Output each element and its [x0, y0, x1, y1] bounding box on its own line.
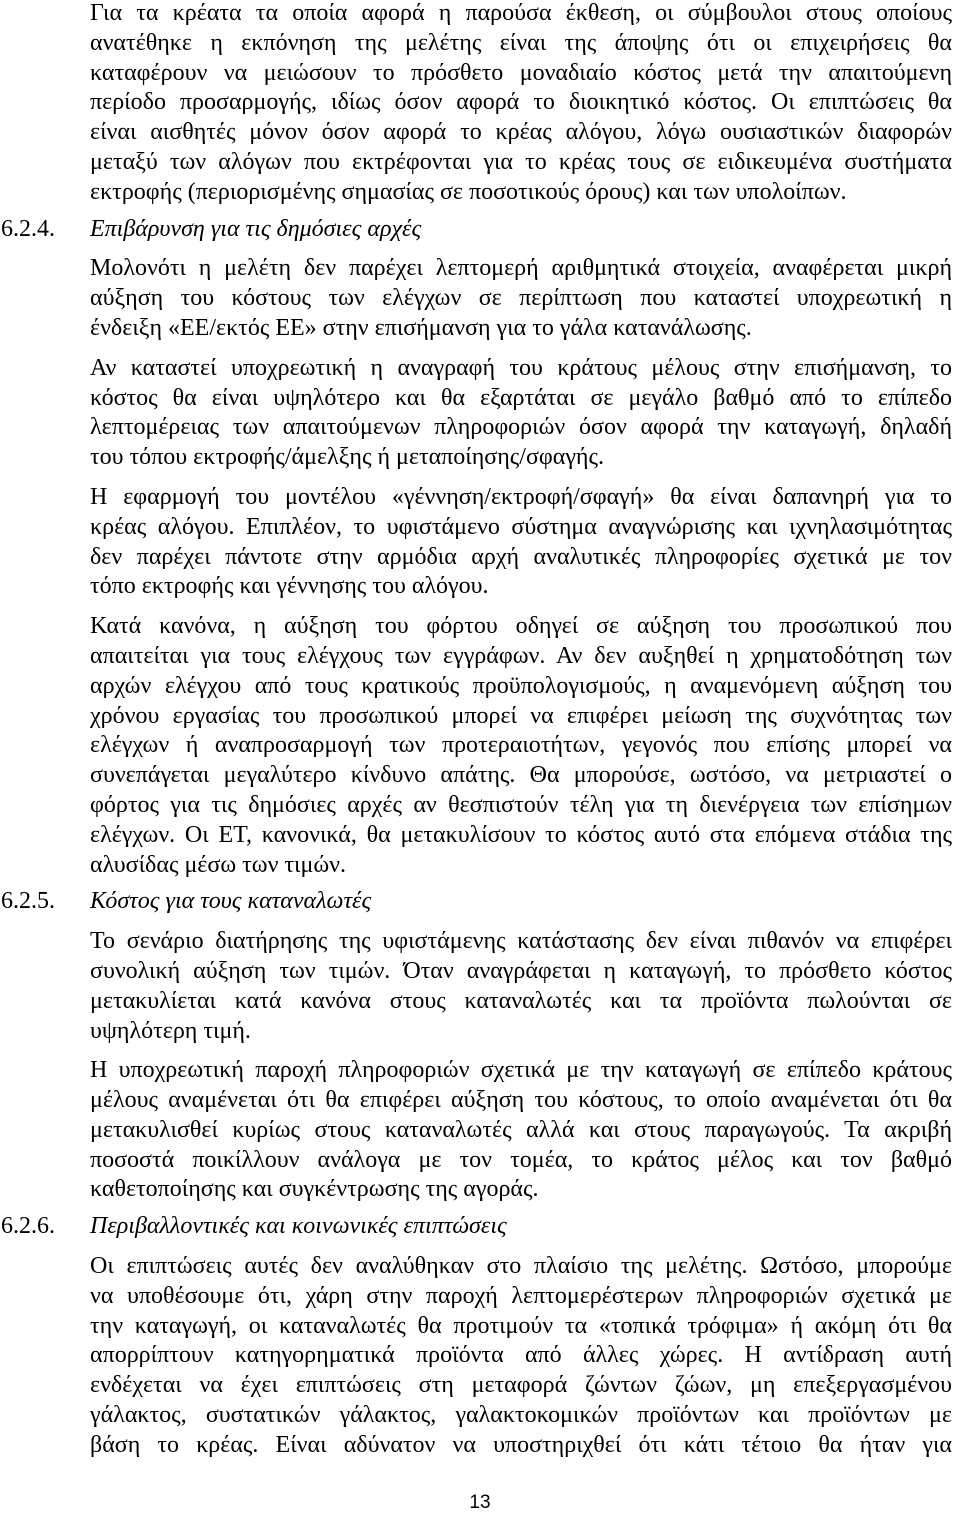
text-line: μετακυλισθεί κυρίως στους καταναλωτές αλλά και στους παραγωγούς. Τα ακριβή — [90, 1116, 952, 1143]
text-line: δεν παρέχει πάντοτε στην αρμόδια αρχή αναλυτικές πληροφορίες σχετικά με τον — [90, 543, 952, 570]
paragraph — [90, 354, 952, 473]
text-line: χρόνου εργασίας του προσωπικού μπορεί να επιφέρει μείωση της συχνότητας των — [90, 702, 952, 729]
text-line: ελέγχων. Οι ΕΤ, κανονικά, θα μετακυλίσουν το κόστος αυτό στα επόμενα στάδια της — [90, 821, 952, 848]
text-line: αρχών ελέγχου από τους κρατικούς προϋπολογισμούς, η αναμενόμενη αύξηση του — [90, 672, 952, 699]
section-number: 6.2.4. — [1, 215, 55, 242]
section-title: Επιβάρυνση για τις δημόσιες αρχές — [90, 215, 422, 242]
text-line: τόπο εκτροφής και γέννησης του αλόγου. — [90, 573, 489, 600]
section-title: Κόστος για τους καταναλωτές — [90, 888, 372, 915]
text-line: λεπτομέρειας των απαιτούμενων πληροφοριών όσον αφορά την καταγωγή, δηλαδή — [90, 414, 952, 441]
paragraph — [90, 612, 952, 880]
text-line: συνεπάγεται μεγαλύτερο κίνδυνο απάτης. Θα μπορούσε, ωστόσο, να μετριαστεί ο — [90, 762, 952, 789]
text-line: Οι επιπτώσεις αυτές δεν αναλύθηκαν στο πλαίσιο της μελέτης. Ωστόσο, μπορούμε — [90, 1253, 952, 1280]
paragraph — [90, 1056, 952, 1205]
text-line: την καταγωγή, οι καταναλωτές θα προτιμούν τα «τοπικά τρόφιμα» ή ακόμη ότι θα — [90, 1312, 952, 1339]
text-line: μετακυλίεται κατά κανόνα στους καταναλωτές και τα προϊόντα πωλούνται σε — [90, 987, 952, 1014]
paragraph — [90, 927, 952, 1046]
paragraph — [90, 483, 952, 602]
text-line: Μολονότι η μελέτη δεν παρέχει λεπτομερή αριθμητικά στοιχεία, αναφέρεται μικρή — [90, 255, 952, 282]
paragraph — [90, 0, 952, 208]
text-line: κόστος θα είναι υψηλότερο και θα εξαρτάται σε μεγάλο βαθμό από το επίπεδο — [90, 384, 952, 411]
text-line: Κατά κανόνα, η αύξηση του φόρτου οδηγεί σε αύξηση του προσωπικού που — [90, 613, 952, 640]
section-number: 6.2.5. — [1, 888, 55, 915]
page-number: 13 — [469, 1492, 491, 1513]
text-line: κρέας αλόγου. Επιπλέον, το υφιστάμενο σύστημα αναγνώρισης και ιχνηλασιμότητας — [90, 513, 952, 540]
text-line: εκτροφής (περιορισμένης σημασίας σε ποσοτικούς όρους) και των υπολοίπων. — [90, 178, 847, 205]
text-line: ένδειξη «ΕΕ/εκτός ΕΕ» στην επισήμανση για το γάλα κατανάλωσης. — [90, 314, 752, 341]
section-heading — [0, 215, 952, 245]
text-line: Η εφαρμογή του μοντέλου «γέννηση/εκτροφή/σφαγή» θα είναι δαπανηρή για το — [90, 483, 952, 510]
text-line: βάση το κρέας. Είναι αδύνατον να υποστηριχθεί ότι κάτι τέτοιο θα ήταν για — [90, 1431, 952, 1458]
text-line: ποσοστά ποικίλλουν ανάλογα με τον τομέα, το κράτος μέλος και τον βαθμό — [90, 1146, 952, 1173]
text-line: Το σενάριο διατήρησης της υφιστάμενης κατάστασης δεν είναι πιθανόν να επιφέρει — [90, 928, 952, 955]
text-line: αλυσίδας μέσω των τιμών. — [90, 851, 347, 878]
paragraph — [90, 1252, 952, 1461]
text-line: απορρίπτουν κατηγορηματικά προϊόντα από άλλες χώρες. Η αντίδραση αυτή — [90, 1342, 952, 1369]
text-line: μεταξύ των αλόγων που εκτρέφονται για το κρέας τους σε ειδικευμένα συστήματα — [90, 148, 952, 175]
text-line: περίοδο προσαρμογής, ιδίως όσον αφορά το διοικητικό κόστος. Οι επιπτώσεις θα — [90, 89, 952, 116]
text-line: ανατέθηκε η εκπόνηση της μελέτης είναι της άποψης ότι οι επιχειρήσεις θα — [90, 29, 952, 56]
text-line: Η υποχρεωτική παροχή πληροφοριών σχετικά με την καταγωγή σε επίπεδο κράτους — [90, 1057, 952, 1084]
text-line: ελέγχων ή αναπροσαρμογή των προτεραιοτήτων, γεγονός που επίσης μπορεί να — [90, 732, 952, 759]
text-line: του τόπου εκτροφής/άμελξης ή μεταποίησης/σφαγής. — [90, 444, 604, 471]
text-line: γάλακτος, συστατικών γάλακτος, γαλακτοκομικών προϊόντων και προϊόντων με — [90, 1402, 952, 1429]
text-line: να υποθέσουμε ότι, χάρη στην παροχή λεπτομερέστερων πληροφοριών σχετικά με — [90, 1282, 952, 1309]
text-line: απαιτείται για τους ελέγχους των εγγράφων. Αν δεν αυξηθεί η χρηματοδότηση των — [90, 642, 952, 669]
text-line: Για τα κρέατα τα οποία αφορά η παρούσα έκθεση, οι σύμβουλοι στους οποίους — [90, 0, 952, 26]
text-line: ενδέχεται να έχει επιπτώσεις στη μεταφορά ζώντων ζώων, μη επεξεργασμένου — [90, 1372, 952, 1399]
section-number: 6.2.6. — [1, 1213, 55, 1240]
text-line: είναι αισθητές μόνον όσον αφορά το κρέας αλόγου, λόγω ουσιαστικών διαφορών — [90, 119, 952, 146]
text-line: υψηλότερη τιμή. — [90, 1017, 251, 1044]
text-line: φόρτος για τις δημόσιες αρχές αν θεσπιστούν τέλη για τη διενέργεια των επίσημων — [90, 791, 952, 818]
text-line: καθετοποίησης και συγκέντρωσης της αγοράς. — [90, 1176, 539, 1203]
text-line: Αν καταστεί υποχρεωτική η αναγραφή του κράτους μέλους στην επισήμανση, το — [90, 354, 952, 381]
section-title: Περιβαλλοντικές και κοινωνικές επιπτώσεις — [90, 1213, 507, 1240]
section-heading — [0, 887, 952, 917]
section-heading — [0, 1212, 952, 1242]
text-line: μέλους αναμένεται ότι θα επιφέρει αύξηση του κόστους, το οποίο αναμένεται ότι θα — [90, 1087, 952, 1114]
text-line: καταφέρουν να μειώσουν το πρόσθετο μοναδιαίο κόστος μετά την απαιτούμενη — [90, 59, 952, 86]
text-line: συνολική αύξηση των τιμών. Όταν αναγράφεται η καταγωγή, το πρόσθετο κόστος — [90, 957, 952, 984]
text-line: αύξηση του κόστους των ελέγχων σε περίπτωση που καταστεί υποχρεωτική η — [90, 285, 952, 312]
paragraph — [90, 254, 952, 343]
